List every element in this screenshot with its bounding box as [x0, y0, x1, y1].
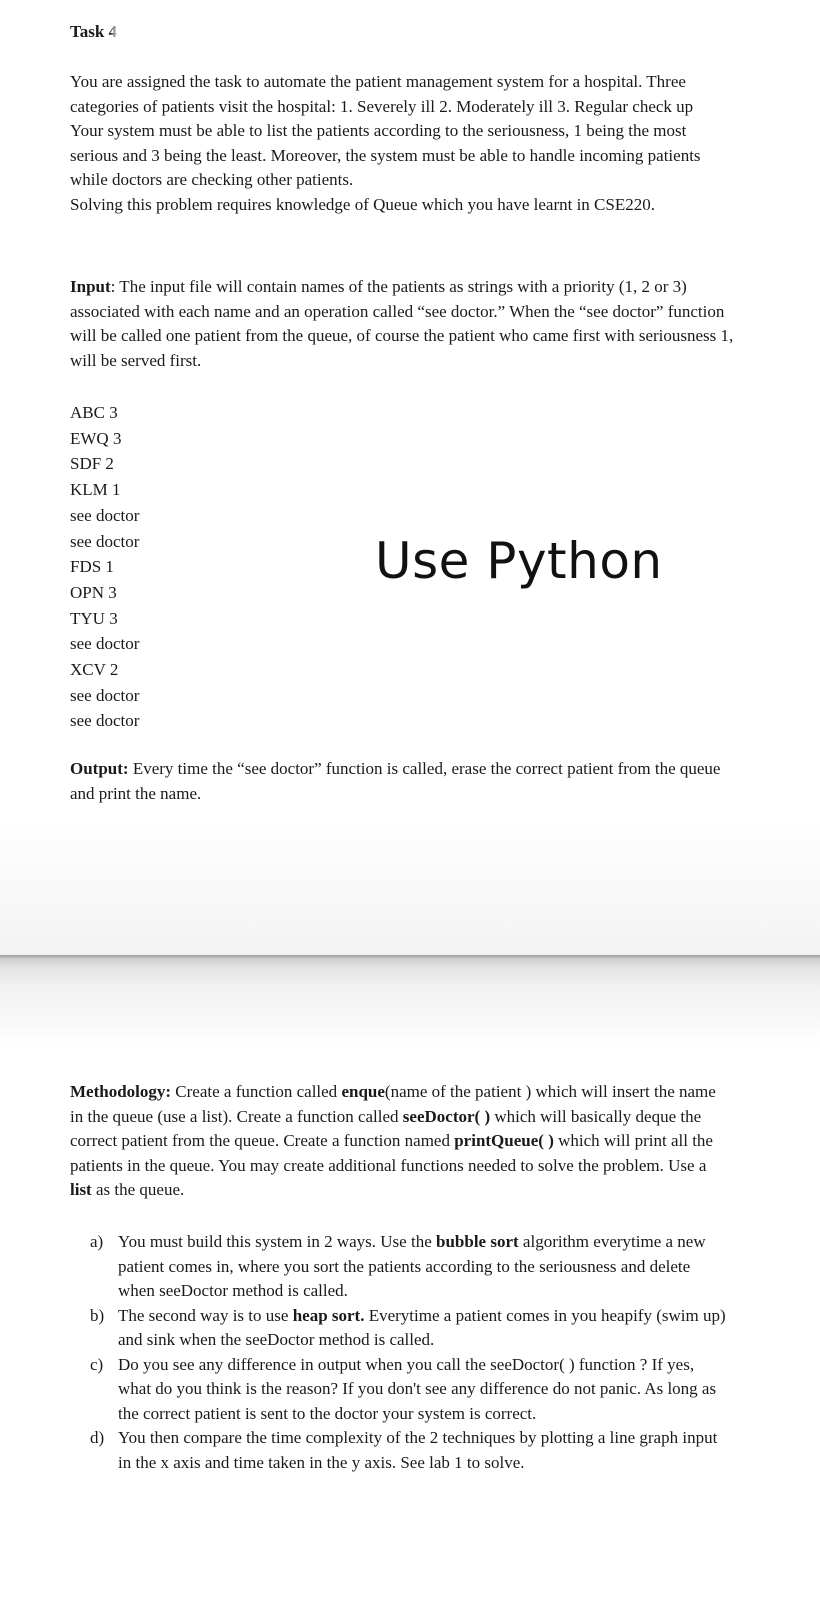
page-divider — [0, 955, 820, 985]
input-paragraph — [70, 275, 735, 373]
sample-input-line: TYU 3 — [70, 608, 118, 628]
heap-sort-keyword: heap sort. — [292, 1305, 365, 1325]
question-label: c) — [90, 1354, 104, 1374]
bubble-sort-keyword: bubble sort — [436, 1232, 519, 1251]
sample-input-line: see doctor — [70, 711, 140, 731]
questions-list — [90, 1230, 730, 1475]
sample-input-line: see doctor — [70, 685, 140, 705]
sample-input-line: SDF 2 — [70, 454, 114, 474]
methodology-text: which will print all the patients in the queue. You may create additional functions needed to solve the problem. Use a — [70, 1131, 713, 1175]
question-label: d) — [90, 1428, 105, 1447]
task-title: Task 4 — [70, 22, 118, 41]
sample-input-line: OPN 3 — [70, 582, 117, 602]
printqueue-keyword: printQueue( ) — [454, 1131, 554, 1150]
intro-line-1: You are assigned the task to automate the patient management system for a hospital. Three categories of patients visit the hospital: 1. Severely ill 2. Moderately ill 3. Regular check up — [70, 72, 694, 116]
question-label: b) — [90, 1305, 105, 1325]
seedoctor-keyword: seeDoctor( ) — [402, 1106, 491, 1126]
methodology-text: which will basically deque the correct patient from the queue. Create a function named — [70, 1106, 702, 1150]
question-label: a) — [90, 1232, 104, 1251]
enque-keyword: enque — [341, 1082, 385, 1101]
question-b — [90, 1304, 730, 1353]
redaction-mark — [118, 22, 348, 48]
question-d — [90, 1426, 730, 1475]
sample-input-line: FDS 1 — [70, 557, 114, 577]
output-text: Every time the “see doctor” function is called, erase the correct patient from the queue and print the name. — [70, 759, 721, 803]
methodology-paragraph — [70, 1080, 720, 1203]
page-bottom — [0, 985, 820, 1600]
sample-input-line: see doctor — [70, 634, 140, 654]
sample-input-line: see doctor — [70, 505, 140, 525]
list-keyword: list — [70, 1180, 92, 1199]
intro-paragraph — [70, 70, 735, 217]
intro-line-2: Your system must be able to list the patients according to the seriousness, 1 being the most serious and 3 being the least. Moreover, the system must be able to handle incoming patients while doctors are checking other patients. — [70, 121, 701, 189]
input-text: : The input file will contain names of the patients as strings with a priority (1, 2 or 3) associated with each name and an operation called “see doctor.” When the “see doctor” function will be called one patient from the queue, of course the patient who came first with seriousness 1, will be served first. — [70, 277, 734, 370]
output-paragraph — [70, 757, 735, 806]
methodology-text: Create a function called — [171, 1082, 342, 1101]
methodology-text: as the queue. — [91, 1180, 185, 1199]
question-a — [90, 1230, 730, 1304]
sample-input-line: XCV 2 — [70, 660, 119, 680]
sample-input-line: ABC 3 — [70, 403, 118, 422]
question-text: You then compare the time complexity of the 2 techniques by plotting a line graph input in the x axis and time taken in the y axis. See lab 1 to solve. — [118, 1428, 718, 1472]
question-text: Do you see any difference in output when you call the seeDoctor( ) function ? If yes, what do you think is the reason? If you don't see any difference do not panic. As long as the correct patient is sent to the doctor your system is correct. — [118, 1354, 717, 1423]
question-text: The second way is to use heap sort. Everytime a patient comes in you heapify (swim up) and sink when the seeDoctor method is called. — [118, 1305, 726, 1349]
sample-input-line: KLM 1 — [70, 480, 121, 500]
methodology-text: (name of the patient ) which will insert the name in the queue (use a list). Create a function called — [70, 1082, 716, 1126]
question-c — [90, 1353, 730, 1427]
output-label: Output: — [70, 759, 129, 778]
sample-input-line: EWQ 3 — [70, 428, 122, 448]
sample-input-line: see doctor — [70, 531, 140, 551]
intro-line-3: Solving this problem requires knowledge of Queue which you have learnt in CSE220. — [70, 194, 655, 214]
input-label: Input — [70, 277, 111, 296]
methodology-label: Methodology: — [70, 1082, 172, 1101]
sample-input-list — [70, 400, 139, 734]
use-python-annotation: Use Python — [375, 532, 663, 590]
question-text: You must build this system in 2 ways. Use the bubble sort algorithm everytime a new patient comes in, where you sort the patients according to the seriousness and delete when seeDoctor method is called. — [118, 1232, 706, 1300]
